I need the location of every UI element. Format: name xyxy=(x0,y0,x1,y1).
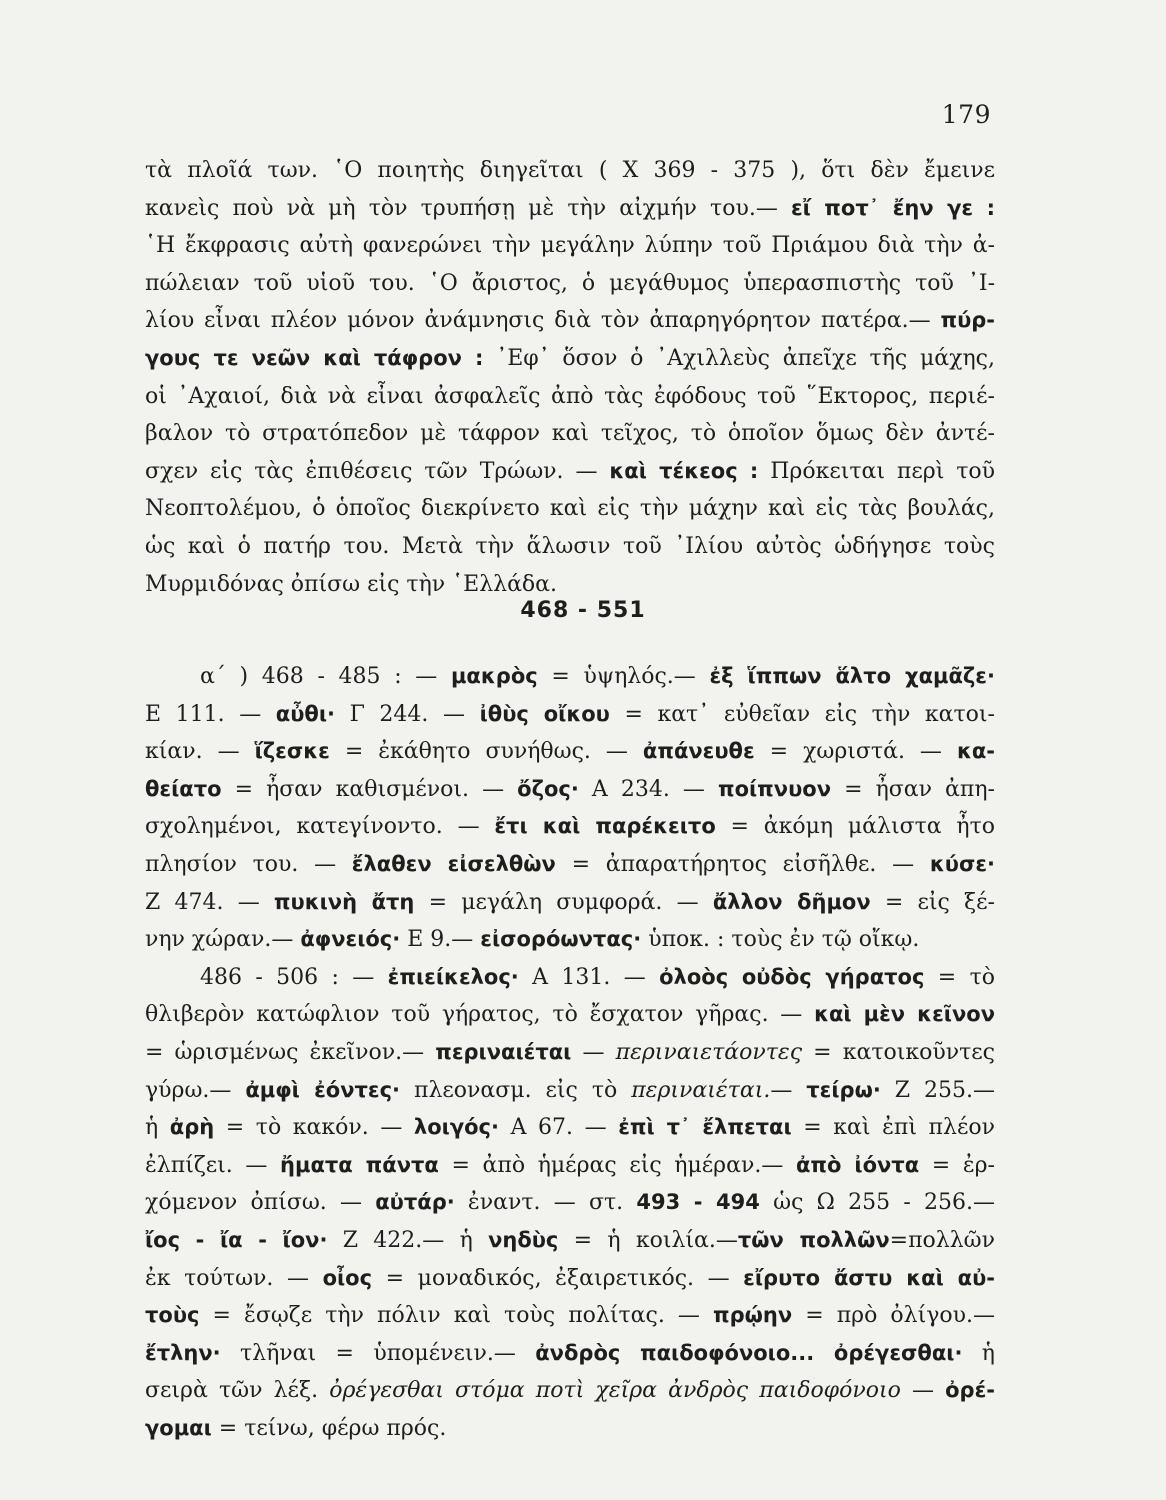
page-number: 179 xyxy=(941,100,991,129)
lemma-term: κύσε· xyxy=(929,851,995,876)
lemma-term: ἐπιείκελος· xyxy=(387,964,519,989)
text-line xyxy=(145,846,995,884)
lemma-term: ἐπὶ τ᾽ ἔλπεται xyxy=(618,1115,792,1140)
text-run: = ἀπαρατήρητος εἰσῆλθε. — xyxy=(555,851,930,877)
text-run: ὡς καὶ ὁ πατήρ του. Μετὰ τὴν ἅλωσιν τοῦ ᾿Ιλίου αὐτὸς ὡδήγησε τοὺς xyxy=(145,533,995,559)
text-run: = μεγάλη συμφορά. — xyxy=(414,889,713,915)
text-run: Α 234. — xyxy=(578,776,718,802)
text-line xyxy=(145,1335,995,1373)
text-run: Ζ 255.— xyxy=(880,1077,995,1103)
lemma-term: ἀρὴ xyxy=(169,1115,215,1140)
text-line xyxy=(145,1072,995,1110)
lemma-term: οἶος xyxy=(322,1265,373,1290)
text-run: τὰ πλοῖά των. ῾Ο ποιητὴς διηγεῖται ( Χ 369 - 375 ), ὅτι δὲν ἔμεινε xyxy=(145,158,995,183)
text-line xyxy=(145,1410,995,1448)
text-run: =πολλῶν xyxy=(889,1227,995,1253)
text-line xyxy=(145,302,995,340)
text-run: = πρὸ ὀλίγου.— xyxy=(792,1303,995,1329)
text-line xyxy=(145,378,995,416)
lemma-term: ἀμφὶ ἐόντες· xyxy=(245,1077,401,1102)
lemma-term: ἵζεσκε xyxy=(254,739,330,764)
lemma-term: ἄλλον δῆμον xyxy=(712,889,871,914)
text-run: = κατ᾽ εὐθεῖαν εἰς τὴν κατοι- xyxy=(609,701,995,727)
text-line xyxy=(145,733,995,771)
text-run: ᾿Εφ᾽ ὅσον ὁ ᾿Αχιλλεὺς ἀπεῖχε τῆς μάχης, xyxy=(483,345,995,371)
text-run: ὑποκ. : τοὺς ἐν τῷ οἴκῳ. xyxy=(641,927,920,953)
text-line xyxy=(145,696,995,734)
text-run: Α 67. — xyxy=(498,1115,619,1141)
lemma-term: ποίπνυον xyxy=(717,776,832,801)
text-run: ἐναντ. — στ. xyxy=(454,1190,637,1216)
text-line xyxy=(145,152,995,190)
text-run: = ἔσῳζε τὴν πόλιν καὶ τοὺς πολίτας. — xyxy=(199,1303,713,1329)
text-run: — xyxy=(770,1077,807,1103)
lemma-term: εἴ ποτ᾽ ἔην γε : xyxy=(790,195,995,220)
lemma-term: εἰσορόωντας· xyxy=(480,927,642,952)
text-run: ἡ xyxy=(145,1115,170,1141)
lemma-term: ὀλοὸς οὐδὸς γήρατος xyxy=(659,964,925,989)
text-run: γύρω.— xyxy=(145,1077,246,1103)
lemma-term: περιναιέται xyxy=(435,1039,572,1064)
text-run: Νεοπτολέμου, ὁ ὁποῖος διεκρίνετο καὶ εἰς τὴν μάχην καὶ εἰς τὰς βουλάς, xyxy=(145,496,995,522)
text-run: Ζ 474. — xyxy=(145,889,274,915)
section-heading: 468 - 551 xyxy=(520,598,646,623)
text-run: ἡ xyxy=(962,1340,995,1366)
text-run: κίαν. — xyxy=(145,739,255,765)
lemma-term: μακρὸς xyxy=(450,664,538,688)
text-line xyxy=(145,959,995,997)
text-run: = ἀπὸ ἡμέρας εἰς ἡμέραν.— xyxy=(438,1152,796,1178)
text-line xyxy=(145,490,995,528)
text-line xyxy=(145,1147,995,1185)
text-line xyxy=(145,1260,995,1298)
lemma-term: καὶ μὲν κεῖνον xyxy=(814,1002,995,1027)
text-run: 486 - 506 : — xyxy=(200,964,388,990)
lemma-term: τῶν πολλῶν xyxy=(737,1227,890,1252)
text-line xyxy=(145,1184,995,1222)
lemma-term: ἐξ ἵππων ἅλτο χαμᾶζε· xyxy=(709,664,995,688)
text-line xyxy=(145,1034,995,1072)
lemma-term: γους τε νεῶν καὶ τάφρον : xyxy=(145,345,484,370)
text-run: = ἦσαν ἀπη- xyxy=(831,776,995,802)
text-run: ἐλπίζει. — xyxy=(145,1152,281,1178)
lemma-term: ἔτι καὶ παρέκειτο xyxy=(494,814,716,839)
lemma-term: καὶ τέκεος : xyxy=(609,458,759,483)
text-run: λίου εἶναι πλέον μόνον ἀνάμνησις διὰ τὸν ἀπαρηγόρητον πατέρα.— xyxy=(145,308,941,334)
text-run: ῾Η ἔκφρασις αὐτὴ φανερώνει τὴν μεγάλην λύπην τοῦ Πριάμου διὰ τὴν ἀ- xyxy=(145,233,995,259)
text-run: ἐκ τούτων. — xyxy=(145,1265,323,1291)
lemma-term: ἴος - ἴα - ἴον· xyxy=(145,1227,328,1252)
lemma-term: λοιγός· xyxy=(413,1115,499,1140)
text-run: Α 131. — xyxy=(518,964,660,990)
text-line xyxy=(145,453,995,491)
text-run: = ἀκόμη μάλιστα ἦτο xyxy=(715,814,995,840)
text-run: σχεν εἰς τὰς ἐπιθέσεις τῶν Τρώων. — xyxy=(145,458,610,484)
text-run: Ε 111. — xyxy=(145,701,276,727)
lemma-term: ἔλαθεν εἰσελθὼν xyxy=(351,851,556,876)
lemma-term: αὐτάρ· xyxy=(375,1190,455,1215)
text-line xyxy=(145,227,995,265)
text-run: σχολημένοι, κατεγίνοντο. — xyxy=(145,814,495,840)
text-line xyxy=(145,528,995,566)
text-run: = χωριστά. — xyxy=(754,739,957,765)
text-line xyxy=(145,808,995,846)
text-run: = ὑψηλός.— xyxy=(537,664,710,689)
text-line xyxy=(145,265,995,303)
text-run: = ὡρισμένως ἐκεῖνον.— xyxy=(145,1039,436,1065)
text-run: Πρόκειται περὶ τοῦ xyxy=(758,458,995,484)
text-line xyxy=(145,340,995,378)
text-run: Γ 244. — xyxy=(335,701,480,727)
text-line xyxy=(145,190,995,228)
lemma-term: θείατο xyxy=(145,776,222,801)
text-run: = καὶ ἐπὶ πλέον xyxy=(791,1115,995,1141)
italic-gloss: ὀρέγεσθαι στόμα ποτὶ χεῖρα ἀνδρὸς παιδοφόνοιο xyxy=(329,1378,901,1404)
text-run: νην χώραν.— xyxy=(145,927,301,953)
text-run: = τὸ κακόν. — xyxy=(214,1115,414,1141)
italic-gloss: περιναιέται. xyxy=(631,1077,771,1103)
text-run: Ζ 422.— ἡ xyxy=(327,1227,489,1253)
text-run: = τείνω, φέρω πρός. xyxy=(211,1415,447,1441)
text-run: κανεὶς ποὺ νὰ μὴ τὸν τρυπήσῃ μὲ τὴν αἰχμήν του.— xyxy=(145,195,791,221)
lemma-term: πυκινὴ ἄτη xyxy=(273,889,415,914)
lemma-term: ἤματα πάντα xyxy=(280,1152,439,1177)
text-line xyxy=(145,1109,995,1147)
text-run: Ε 9.— xyxy=(400,927,481,953)
text-run: θλιβερὸν κατώφλιον τοῦ γήρατος, τὸ ἔσχατον γῆρας. — xyxy=(145,1002,815,1028)
text-run: χόμενον ὀπίσω. — xyxy=(145,1190,376,1216)
lemma-term: τοὺς xyxy=(145,1303,200,1328)
text-line xyxy=(145,1222,995,1260)
lemma-term: εἴρυτο ἄστυ καὶ αὐ- xyxy=(743,1265,995,1290)
lemma-term: 493 - 494 xyxy=(636,1190,760,1215)
text-run: = ἐκάθητο συνήθως. — xyxy=(329,739,643,765)
lemma-term: ἀνδρὸς παιδοφόνοιο... ὀρέγεσθαι· xyxy=(535,1340,963,1365)
text-run: = εἰς ξέ- xyxy=(870,889,995,915)
text-line xyxy=(145,884,995,922)
lemma-term: ὄζος· xyxy=(517,776,579,801)
text-line xyxy=(145,415,995,453)
text-run: οἱ ᾿Αχαιοί, διὰ νὰ εἶναι ἀσφαλεῖς ἀπὸ τὰς ἐφόδους τοῦ ῞Εκτορος, περιέ- xyxy=(145,383,995,409)
lemma-term: ἔτλην· xyxy=(145,1340,221,1365)
text-run: βαλον τὸ στρατόπεδον μὲ τάφρον καὶ τεῖχος, τὸ ὁποῖον ὅμως δὲν ἀντέ- xyxy=(145,421,995,447)
text-run: = κατοικοῦντες xyxy=(802,1039,995,1065)
commentary-paragraph-1 xyxy=(145,152,995,603)
lemma-term: πρῴην xyxy=(712,1303,793,1328)
text-run: ὡς Ω 255 - 256.— xyxy=(759,1190,995,1216)
lemma-term: ἀπάνευθε xyxy=(642,739,755,764)
commentary-paragraph-2 xyxy=(145,658,995,1447)
text-run: α΄ ) 468 - 485 : — xyxy=(200,664,451,689)
text-run: πλεονασμ. εἰς τὸ xyxy=(400,1077,632,1103)
text-run: = ἐρ- xyxy=(919,1152,995,1178)
lemma-term: τείρω· xyxy=(806,1077,881,1102)
lemma-term: γομαι xyxy=(145,1415,212,1440)
lemma-term: πύρ- xyxy=(940,308,995,333)
text-run: — xyxy=(900,1378,946,1404)
text-line xyxy=(145,1372,995,1410)
text-line xyxy=(145,996,995,1034)
text-line xyxy=(145,658,995,696)
text-line xyxy=(145,921,995,959)
text-run: Μυρμιδόνας ὀπίσω εἰς τὴν ῾Ελλάδα. xyxy=(145,571,558,597)
text-run: πώλειαν τοῦ υἱοῦ του. ῾Ο ἄριστος, ὁ μεγάθυμος ὑπερασπιστὴς τοῦ ᾿Ι- xyxy=(145,270,995,296)
lemma-term: νηδὺς xyxy=(488,1227,559,1252)
lemma-term: ἀπὸ ἰόντα xyxy=(795,1152,920,1177)
text-run: = ἡ κοιλία.— xyxy=(558,1227,738,1253)
lemma-term: ἰθὺς οἴκου xyxy=(479,701,610,726)
lemma-term: κα- xyxy=(956,739,995,764)
text-run: = τὸ xyxy=(924,964,995,990)
text-line xyxy=(145,771,995,809)
text-line xyxy=(145,1297,995,1335)
text-run: — xyxy=(571,1039,616,1065)
text-run: = ἦσαν καθισμένοι. — xyxy=(221,776,518,802)
italic-gloss: περιναιετάοντες xyxy=(615,1039,803,1065)
lemma-term: ἀφνειός· xyxy=(300,927,401,952)
text-run: σειρὰ τῶν λέξ. xyxy=(145,1378,330,1404)
text-run: τλῆναι = ὑπομένειν.— xyxy=(220,1340,536,1366)
lemma-term: αὖθι· xyxy=(275,701,335,726)
lemma-term: ὀρέ- xyxy=(945,1378,995,1403)
text-run: πλησίον του. — xyxy=(145,851,352,877)
text-run: = μοναδικός, ἐξαιρετικός. — xyxy=(372,1265,744,1291)
